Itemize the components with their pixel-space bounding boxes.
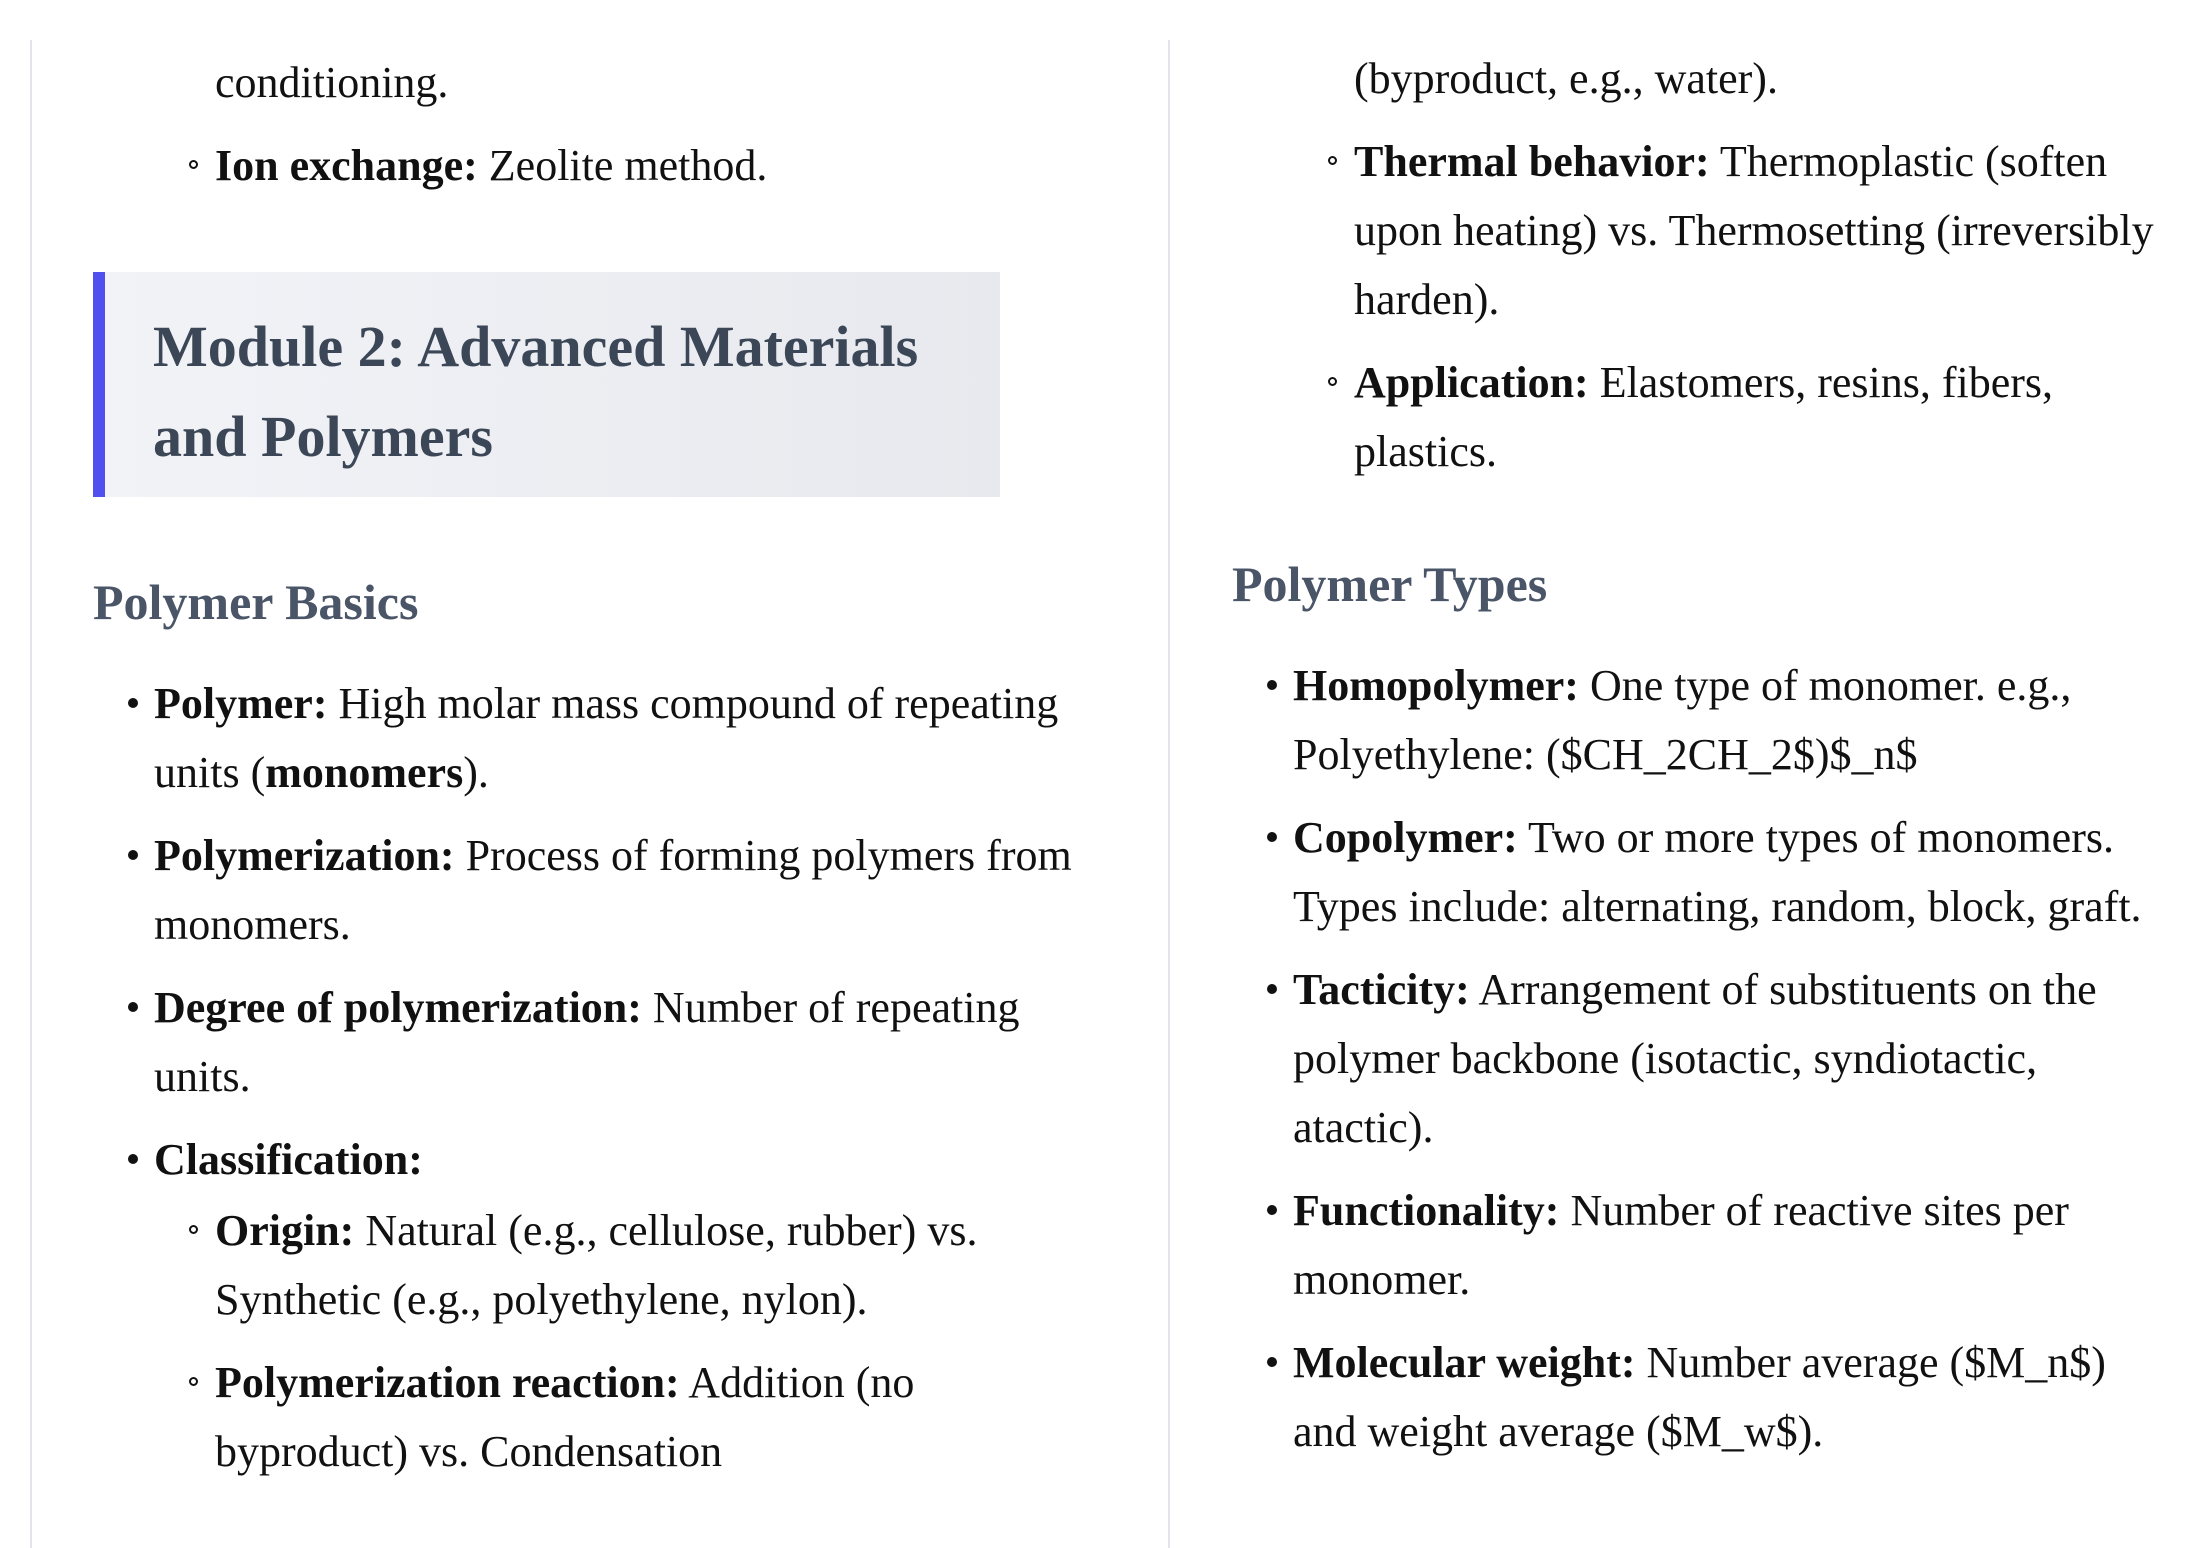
term-label: Degree of polymerization: — [154, 983, 642, 1032]
list-item-thermal-behavior — [1232, 127, 2172, 334]
list-item-copolymer — [1232, 803, 2172, 941]
term-label: Molecular weight: — [1293, 1338, 1636, 1387]
left-margin-rule — [30, 40, 32, 1548]
term-label: Homopolymer: — [1293, 661, 1579, 710]
term-description: Process of forming polymers from monomers. — [154, 831, 1072, 949]
term-description: One type of monomer. e.g., Polyethylene: ($CH_2CH_2$)$_n$ — [1293, 661, 2072, 779]
section-title-polymer-basics: Polymer Basics — [93, 574, 419, 630]
module-heading-box — [93, 272, 1000, 497]
term-label: Origin: — [215, 1206, 355, 1255]
term-label: Copolymer: — [1293, 813, 1518, 862]
term-description: High molar mass compound of repeating units ( — [154, 679, 1059, 797]
list-item-polymerization — [93, 821, 1093, 959]
term-label: Functionality: — [1293, 1186, 1560, 1235]
term-label: Polymerization reaction: — [215, 1358, 680, 1407]
term-emphasis: monomers — [265, 748, 464, 797]
term-description: Thermoplastic (soften upon heating) vs. Thermosetting (irreversibly harden). — [1354, 137, 2154, 324]
left-continuation — [93, 48, 1093, 214]
list-item-homopolymer — [1232, 651, 2172, 789]
term-description: Two or more types of monomers. Types include: alternating, random, block, graft. — [1293, 813, 2142, 931]
list-item-functionality — [1232, 1176, 2172, 1314]
term-description: Arrangement of substituents on the polymer backbone (isotactic, syndiotactic, atactic). — [1293, 965, 2097, 1152]
continuation-list — [93, 131, 1093, 200]
term-description: Number average ($M_n$) and weight average ($M_w$). — [1293, 1338, 2106, 1456]
polymer-basics-list — [93, 669, 1093, 1486]
term-description-end: ). — [463, 748, 489, 797]
term-label: Tacticity: — [1293, 965, 1470, 1014]
term-label: Thermal behavior: — [1354, 137, 1710, 186]
term-description: Addition (no byproduct) vs. Condensation — [215, 1358, 915, 1476]
section-title-polymer-types: Polymer Types — [1232, 556, 1548, 612]
list-item-polymer — [93, 669, 1093, 807]
list-item-tacticity — [1232, 955, 2172, 1162]
term-description: Zeolite method. — [477, 141, 768, 190]
term-description: Natural (e.g., cellulose, rubber) vs. Synthetic (e.g., polyethylene, nylon). — [215, 1206, 978, 1324]
list-item-classification — [93, 1125, 1093, 1486]
term-label: Classification: — [154, 1135, 423, 1184]
polymer-types-list — [1232, 651, 2172, 1466]
term-description: Number of reactive sites per monomer. — [1293, 1186, 2069, 1304]
list-item-ion-exchange — [93, 131, 1093, 200]
list-item-molecular-weight — [1232, 1328, 2172, 1466]
continuation-line: conditioning. — [215, 58, 449, 107]
column-divider — [1168, 40, 1170, 1548]
term-description: Number of repeating units. — [154, 983, 1020, 1101]
term-label: Ion exchange: — [215, 141, 478, 190]
right-continuation — [1232, 44, 2172, 500]
list-item-application — [1232, 348, 2172, 486]
module-title: Module 2: Advanced Materials and Polymers — [153, 314, 919, 469]
list-item-degree-of-polymerization — [93, 973, 1093, 1111]
term-label: Application: — [1354, 358, 1589, 407]
polymer-types-list-container — [1232, 651, 2172, 1480]
polymer-basics-list-container — [93, 669, 1093, 1500]
classification-sublist — [154, 1196, 1093, 1486]
term-label: Polymer: — [154, 679, 328, 728]
sublist-item-polymerization-reaction — [93, 1348, 1093, 1486]
sublist-item-origin — [93, 1196, 1093, 1334]
continuation-list — [1232, 127, 2172, 486]
continuation-line: (byproduct, e.g., water). — [1354, 54, 1778, 103]
term-label: Polymerization: — [154, 831, 455, 880]
term-description: Elastomers, resins, fibers, plastics. — [1354, 358, 2054, 476]
